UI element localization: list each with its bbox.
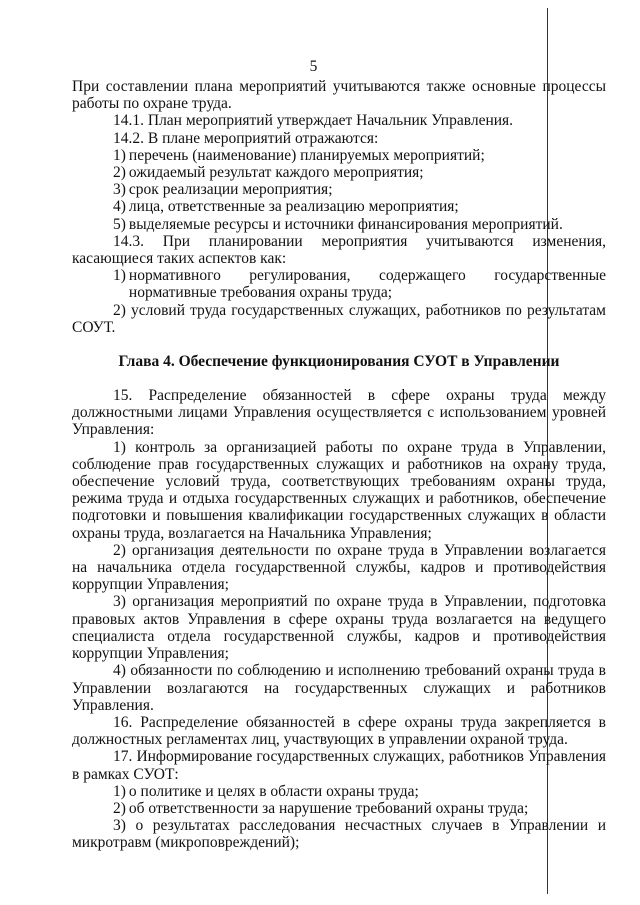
list-item-text: об ответственности за нарушение требований охраны труда; <box>128 799 529 817</box>
page-number: 5 <box>309 58 318 75</box>
list-item-number: 3) <box>113 181 126 199</box>
list-item-text: срок реализации мероприятия; <box>128 181 333 199</box>
list-item <box>72 198 606 215</box>
list-item-text: выделяемые ресурсы и источники финансирования мероприятий. <box>128 215 563 233</box>
document-body <box>72 78 606 852</box>
paragraph-17: 17. Информирование государственных служащих, работников Управления в рамках СУОТ: <box>72 748 606 783</box>
list-item-number: 2) <box>113 164 126 182</box>
list-14-2 <box>72 147 606 233</box>
paragraph-14-2: 14.2. В плане мероприятий отражаются: <box>113 129 379 147</box>
list-item: 3) организация мероприятий по охране труда в Управлении, подготовка правовых актов Управления в сфере охраны труда возлагается на ведущего специалиста отдела государственной службы, кадров и противодействия коррупции Управления; <box>72 593 606 663</box>
paragraph-14-1: 14.1. План мероприятий утверждает Начальник Управления. <box>113 112 514 130</box>
list-item <box>72 216 606 233</box>
list-item-text: ожидаемый результат каждого мероприятия; <box>128 164 424 182</box>
list-item-text: лица, ответственные за реализацию мероприятия; <box>128 198 459 216</box>
list-item-text: о результатах расследования несчастных случаев в Управлении и микротравм (микроповреждений); <box>72 817 607 852</box>
list-item <box>72 783 606 800</box>
paragraph-16: 16. Распределение обязанностей в сфере охраны труда закрепляется в должностных регламентах лиц, участвующих в управлении охраной труда. <box>72 713 606 749</box>
list-item: 1) контроль за организацией работы по охране труда в Управлении, соблюдение прав государственных служащих и работников на охрану труда, обеспечение условий труда, соответствующих требованиям охраны труда, режима труда и отдыха государственных служащих и работников, обеспечение подготовки и повышения квалификации государственных служащих в области охраны труда, возлагается на Начальника Управления; <box>72 438 606 542</box>
list-item <box>72 302 606 336</box>
list-item-text: нормативного регулирования, содержащего государственные нормативные требования охраны труда; <box>128 267 606 302</box>
list-item-number: 3) <box>113 817 126 835</box>
list-item-text: условий труда государственных служащих, работников по результатам СОУТ. <box>72 301 606 336</box>
list-14-3 <box>72 267 606 336</box>
list-item <box>72 817 606 851</box>
list-item-number: 5) <box>113 215 126 233</box>
list-item: 4) обязанности по соблюдению и исполнению требований охраны труда в Управлении возлагаются на государственных служащих и работников Управления. <box>72 662 606 714</box>
list-item <box>72 164 606 181</box>
paragraph-15: 15. Распределение обязанностей в сфере охраны труда между должностными лицами Управления осуществляется с использованием уровней Управления: <box>72 387 606 439</box>
list-item <box>72 181 606 198</box>
list-17 <box>72 783 606 852</box>
list-item-number: 1) <box>113 146 126 164</box>
list-item <box>72 267 606 301</box>
list-item-number: 2) <box>113 799 126 817</box>
list-item-number: 2) <box>113 301 126 319</box>
list-item-number: 4) <box>113 198 126 216</box>
list-item <box>72 800 606 817</box>
list-item: 2) организация деятельности по охране труда в Управлении возлагается на начальника отдела государственной службы, кадров и противодействия коррупции Управления; <box>72 541 606 594</box>
intro-paragraph: При составлении плана мероприятий учитываются также основные процессы работы по охране труда. <box>72 78 606 113</box>
list-item-text: перечень (наименование) планируемых мероприятий; <box>128 146 485 164</box>
list-item-text: о политике и целях в области охраны труда; <box>128 782 419 800</box>
paragraph-14-3: 14.3. При планировании мероприятия учитываются изменения, касающиеся таких аспектов как: <box>72 232 606 268</box>
list-item <box>72 147 606 164</box>
list-item-number: 1) <box>113 782 126 800</box>
chapter-heading: Глава 4. Обеспечение функционирования СУОТ в Управлении <box>118 353 560 371</box>
list-item-number: 1) <box>113 267 126 285</box>
